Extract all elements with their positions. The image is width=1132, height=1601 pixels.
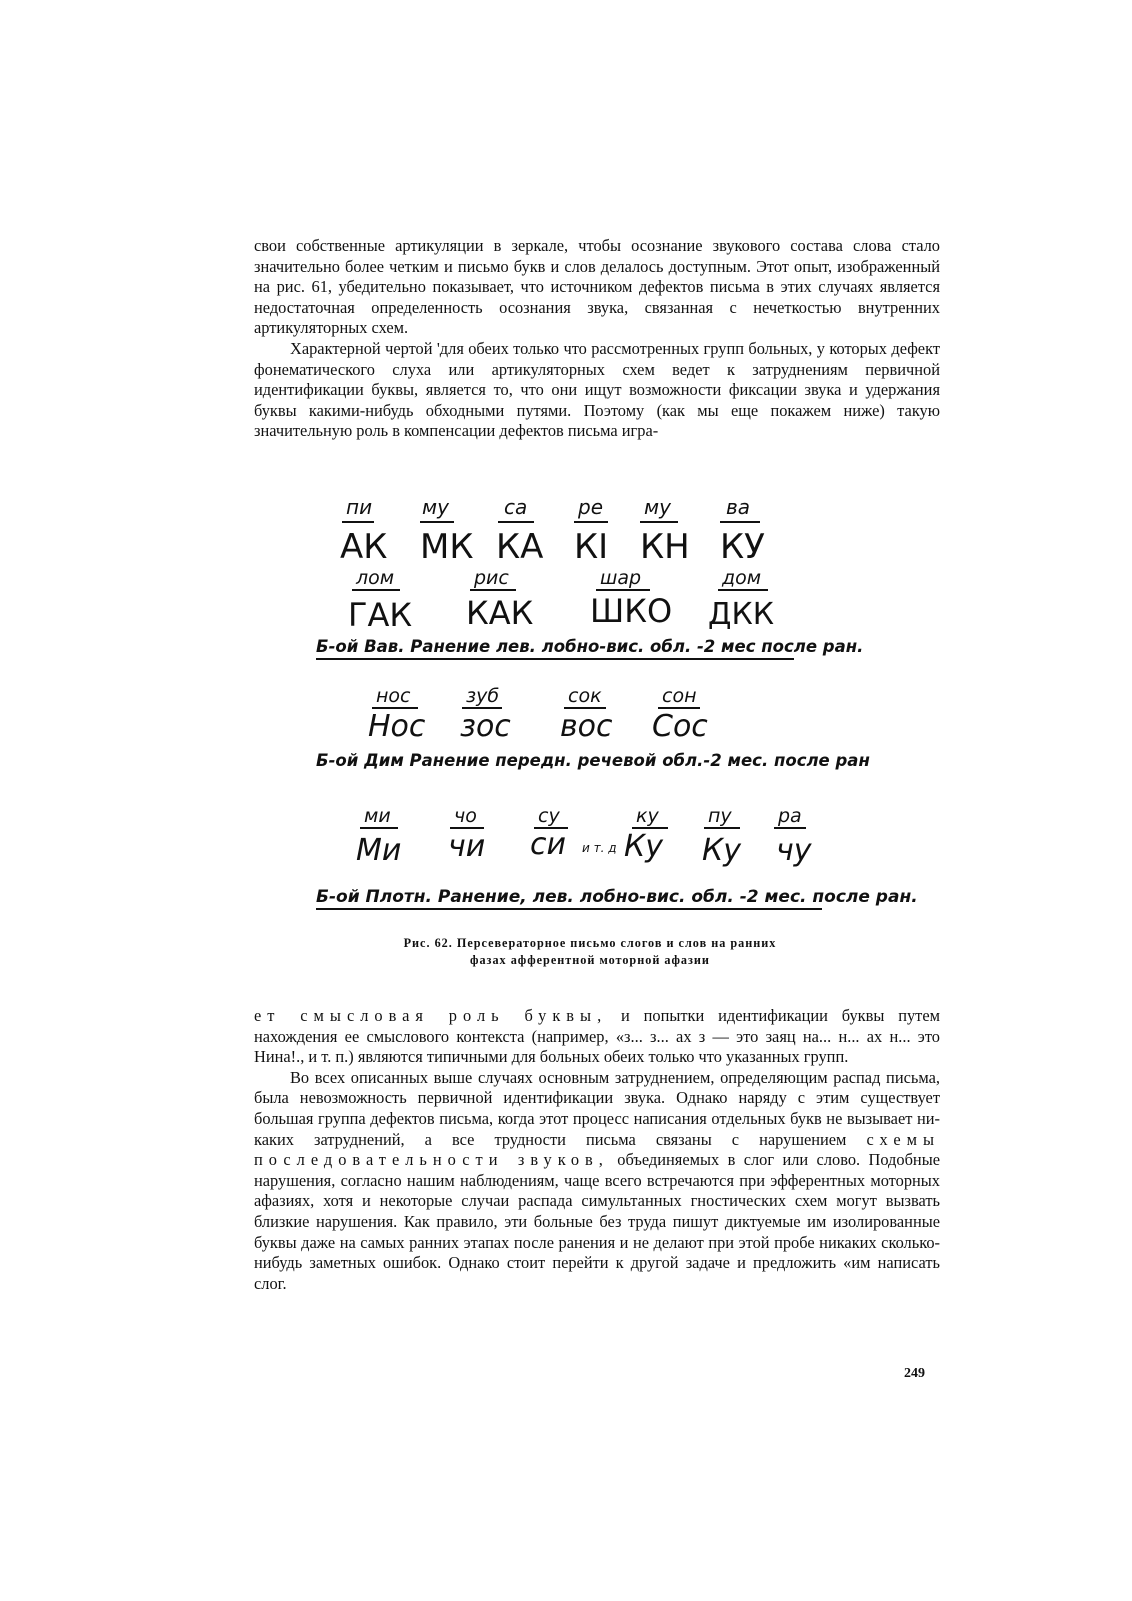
- dictated-word: рис: [474, 567, 509, 589]
- dictated-syllable: чо: [454, 805, 477, 827]
- dictated-word: лом: [356, 567, 395, 589]
- paragraph: свои собственные артикуляции в зеркале, чтобы осознание звукового состава слова стало значительно более четким и письмо букв и слов делалось доступным. Этот опыт, изображенный на рис. 61, убедительно показывает, что источником дефектов письма в этих случаях является недостаточная определенность осознания звука, связанная с нечеткостью внутренних артикуляторных схем.: [254, 236, 940, 338]
- dictated-syllable: пи: [346, 495, 373, 519]
- dictated-word: сон: [662, 685, 697, 707]
- dictated-syllable: су: [538, 805, 560, 827]
- patient-label: Б-ой Вав. Ранение лев. лобно-вис. обл. -2 мес после ран.: [316, 637, 864, 656]
- written-syllable: си: [530, 827, 566, 862]
- written-word: вос: [560, 709, 613, 744]
- dictated-word: зуб: [466, 685, 500, 707]
- figure-62: [316, 492, 918, 922]
- dictated-syllable: ра: [778, 805, 802, 827]
- dictated-syllable: му: [644, 495, 671, 519]
- written-word: КАК: [466, 594, 534, 632]
- written-syllable: Ми: [356, 833, 402, 868]
- caption-line: фазах афферентной моторной афазии: [470, 953, 710, 967]
- body-text-top: [254, 236, 940, 442]
- spaced-emphasis: схемы последовательности звуков,: [254, 1129, 940, 1170]
- written-syllable: Ку: [624, 829, 664, 864]
- written-syllable: чу: [776, 833, 812, 868]
- dictated-word: шар: [600, 567, 642, 589]
- body-text-bottom: [254, 1006, 940, 1294]
- text-run: объединяемых в слог или слово. Подобные нарушения, согласно нашим наблюдениям, чаще всего встречаются при эфферентных моторных афазиях, хотя и некоторые случаи распада симультанных гностических схем могут вызвать близкие нарушения. Как правило, эти больные без труда пишут диктуемые им изолированные буквы даже на самых ранних этапах после ранения и не делают при этой пробе никаких сколько-нибудь заметных ошибок. Однако стоит перейти к другой задаче и предложить «им написать слог.: [254, 1150, 940, 1293]
- written-word: ШКО: [590, 592, 673, 630]
- caption-line: Рис. 62. Персевераторное письмо слогов и слов на ранних: [403, 936, 777, 950]
- dictated-word: сок: [568, 685, 602, 707]
- written-syllable: КА: [496, 527, 544, 567]
- figure-caption: [300, 935, 880, 969]
- dictated-syllable: ку: [636, 805, 659, 827]
- written-syllable: КУ: [720, 527, 765, 567]
- written-syllable: чи: [448, 829, 486, 864]
- dictated-word: дом: [722, 567, 762, 589]
- dictated-syllable: са: [504, 495, 528, 519]
- dictated-syllable: ва: [726, 495, 751, 519]
- written-word: ГАК: [348, 596, 413, 634]
- written-syllable: Ку: [702, 833, 742, 868]
- paragraph: [254, 1006, 940, 1068]
- written-word: Сос: [652, 709, 708, 744]
- dictated-syllable: пу: [708, 805, 732, 827]
- dictated-syllable: ми: [364, 805, 391, 827]
- paragraph: [254, 1068, 940, 1295]
- patient-label: Б-ой Плотн. Ранение, лев. лобно-вис. обл. -2 мес. после ран.: [316, 887, 918, 907]
- text-run: Во всех описанных выше случаях основным затруднением, определяющим распад письма, была невозможность первичной идентификации звука. Однако наряду с этим существует большая группа дефектов письма, когда этот процесс написания отдельных букв не вызывает никаких затруднений, а все трудности письма связаны с нарушением: [254, 1067, 940, 1149]
- dictated-word: нос: [376, 685, 411, 707]
- spaced-emphasis: ет смысловая роль буквы,: [254, 1006, 608, 1025]
- written-word: зос: [460, 709, 511, 744]
- dictated-syllable: ре: [578, 495, 603, 519]
- text-run: и попытки идентификации буквы путем нахождения ее смыслового контекста (например, «з... з... ах з — это заяц на... н... ах н... это Нина!., и т. п.) являются типичными для больных обеих только что указанных групп.: [254, 1006, 940, 1067]
- written-syllable: КI: [574, 527, 609, 567]
- written-syllable: МК: [420, 527, 474, 567]
- written-word: ДКК: [708, 597, 775, 632]
- written-syllable: КН: [640, 527, 690, 567]
- repetition-note: и т. д: [582, 841, 617, 855]
- written-syllable: АК: [340, 527, 388, 567]
- dictated-syllable: му: [422, 495, 449, 519]
- paragraph: Характерной чертой 'для обеих только что рассмотренных групп больных, у которых дефект фонематического слуха или артикуляторных схем ведет к затруднениям первичной идентификации буквы, является то, что они ищут возможности фиксации звука и удержания буквы какими-нибудь обходными путями. Поэтому (как мы еще покажем ниже) такую значительную роль в компенсации дефектов письма игра-: [254, 338, 940, 441]
- written-word: Нос: [368, 709, 426, 744]
- patient-label: Б-ой Дим Ранение передн. речевой обл.-2 мес. после ран: [316, 751, 870, 770]
- page-number: 249: [904, 1366, 925, 1381]
